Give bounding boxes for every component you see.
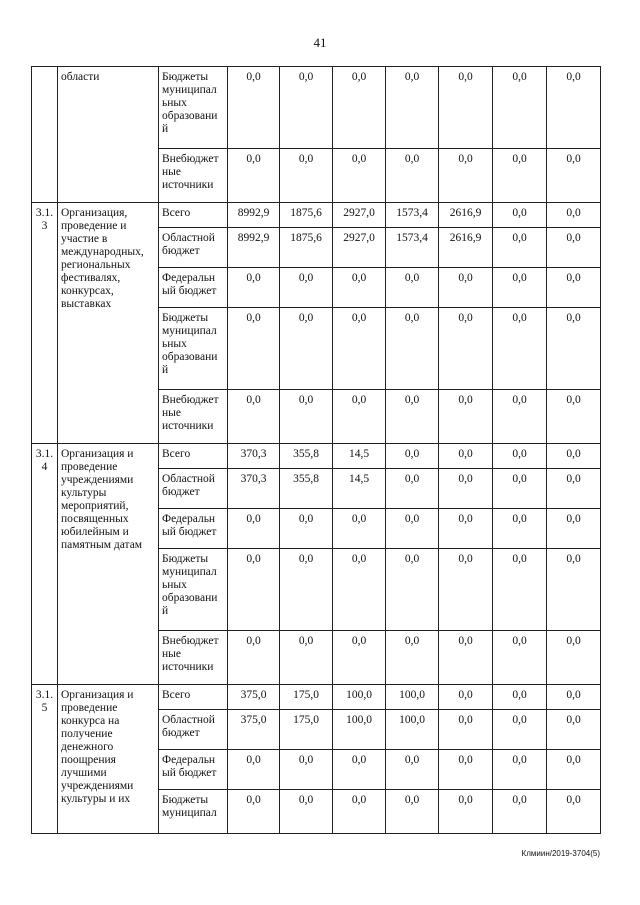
value-cell: 0,0	[439, 509, 493, 549]
value-cell: 14,5	[333, 469, 386, 509]
value-cell: 0,0	[280, 149, 333, 203]
item-name-cell: Организация, проведение и участие в международных, региональных фестивалях, конкурсах, выставках	[58, 203, 159, 444]
value-cell: 0,0	[280, 509, 333, 549]
value-cell: 0,0	[547, 710, 601, 750]
funding-source-cell: Бюджеты муниципал ьных образовани й	[159, 67, 228, 149]
item-code-cell: 3.1. 5	[32, 685, 58, 834]
value-cell: 175,0	[280, 685, 333, 710]
value-cell: 0,0	[228, 268, 280, 308]
item-code-cell	[32, 67, 58, 203]
value-cell: 0,0	[386, 750, 439, 790]
value-cell: 100,0	[386, 710, 439, 750]
value-cell: 0,0	[333, 509, 386, 549]
value-cell: 0,0	[439, 469, 493, 509]
value-cell: 0,0	[333, 308, 386, 390]
value-cell: 0,0	[493, 67, 547, 149]
value-cell: 0,0	[493, 268, 547, 308]
value-cell: 355,8	[280, 444, 333, 469]
value-cell: 0,0	[386, 790, 439, 834]
value-cell: 0,0	[386, 444, 439, 469]
value-cell: 100,0	[333, 710, 386, 750]
funding-source-cell: Федеральн ый бюджет	[159, 268, 228, 308]
value-cell: 0,0	[280, 390, 333, 444]
value-cell: 0,0	[386, 469, 439, 509]
value-cell: 0,0	[547, 685, 601, 710]
value-cell: 0,0	[333, 268, 386, 308]
funding-source-cell: Бюджеты муниципал ьных образовани й	[159, 549, 228, 631]
value-cell: 0,0	[439, 444, 493, 469]
value-cell: 0,0	[439, 390, 493, 444]
funding-source-cell: Бюджеты муниципал	[159, 790, 228, 834]
value-cell: 0,0	[493, 228, 547, 268]
item-name-cell: области	[58, 67, 159, 203]
value-cell: 0,0	[333, 390, 386, 444]
value-cell: 0,0	[228, 549, 280, 631]
value-cell: 0,0	[493, 390, 547, 444]
item-code-cell: 3.1. 3	[32, 203, 58, 444]
funding-source-cell: Всего	[159, 685, 228, 710]
table-row	[32, 203, 601, 228]
funding-source-cell: Областной бюджет	[159, 469, 228, 509]
value-cell: 370,3	[228, 444, 280, 469]
value-cell: 1875,6	[280, 203, 333, 228]
value-cell: 0,0	[386, 549, 439, 631]
value-cell: 0,0	[547, 750, 601, 790]
value-cell: 2927,0	[333, 228, 386, 268]
value-cell: 0,0	[439, 685, 493, 710]
value-cell: 0,0	[547, 203, 601, 228]
value-cell: 375,0	[228, 710, 280, 750]
value-cell: 0,0	[280, 549, 333, 631]
value-cell: 0,0	[386, 268, 439, 308]
value-cell: 0,0	[280, 67, 333, 149]
item-code-cell: 3.1. 4	[32, 444, 58, 685]
value-cell: 0,0	[439, 750, 493, 790]
funding-source-cell: Всего	[159, 203, 228, 228]
value-cell: 0,0	[228, 390, 280, 444]
funding-source-cell: Внебюджет ные источники	[159, 390, 228, 444]
value-cell: 0,0	[493, 203, 547, 228]
value-cell: 0,0	[493, 444, 547, 469]
value-cell: 2616,9	[439, 203, 493, 228]
value-cell: 0,0	[547, 509, 601, 549]
funding-source-cell: Всего	[159, 444, 228, 469]
table-row	[32, 67, 601, 149]
value-cell: 370,3	[228, 469, 280, 509]
value-cell: 8992,9	[228, 228, 280, 268]
value-cell: 0,0	[386, 149, 439, 203]
value-cell: 0,0	[439, 549, 493, 631]
value-cell: 0,0	[547, 790, 601, 834]
value-cell: 0,0	[493, 509, 547, 549]
table-row	[32, 444, 601, 469]
value-cell: 8992,9	[228, 203, 280, 228]
value-cell: 0,0	[439, 631, 493, 685]
value-cell: 0,0	[547, 444, 601, 469]
value-cell: 0,0	[333, 67, 386, 149]
value-cell: 2616,9	[439, 228, 493, 268]
value-cell: 0,0	[386, 631, 439, 685]
value-cell: 0,0	[439, 790, 493, 834]
value-cell: 1875,6	[280, 228, 333, 268]
value-cell: 0,0	[547, 67, 601, 149]
value-cell: 0,0	[493, 469, 547, 509]
value-cell: 0,0	[439, 268, 493, 308]
value-cell: 0,0	[493, 790, 547, 834]
value-cell: 1573,4	[386, 203, 439, 228]
value-cell: 0,0	[439, 149, 493, 203]
value-cell: 0,0	[228, 750, 280, 790]
value-cell: 0,0	[439, 308, 493, 390]
value-cell: 0,0	[228, 67, 280, 149]
funding-source-cell: Областной бюджет	[159, 710, 228, 750]
value-cell: 0,0	[547, 549, 601, 631]
value-cell: 0,0	[228, 509, 280, 549]
value-cell: 0,0	[547, 390, 601, 444]
page-number: 41	[313, 35, 327, 50]
value-cell: 0,0	[280, 750, 333, 790]
value-cell: 0,0	[439, 67, 493, 149]
footer-document-code: Клмиин/2019-3704(5)	[521, 849, 600, 858]
value-cell: 0,0	[333, 149, 386, 203]
value-cell: 0,0	[280, 631, 333, 685]
item-name-cell: Организация и проведение конкурса на получение денежного поощрения лучшими учреждениями культуры и их	[58, 685, 159, 834]
value-cell: 0,0	[333, 750, 386, 790]
value-cell: 0,0	[547, 308, 601, 390]
value-cell: 0,0	[493, 631, 547, 685]
value-cell: 0,0	[493, 710, 547, 750]
value-cell: 0,0	[228, 790, 280, 834]
value-cell: 14,5	[333, 444, 386, 469]
value-cell: 0,0	[228, 308, 280, 390]
value-cell: 2927,0	[333, 203, 386, 228]
value-cell: 0,0	[386, 390, 439, 444]
value-cell: 0,0	[493, 149, 547, 203]
value-cell: 355,8	[280, 469, 333, 509]
value-cell: 375,0	[228, 685, 280, 710]
budget-table	[31, 66, 601, 834]
funding-source-cell: Бюджеты муниципал ьных образовани й	[159, 308, 228, 390]
value-cell: 0,0	[493, 750, 547, 790]
value-cell: 0,0	[386, 67, 439, 149]
value-cell: 0,0	[333, 549, 386, 631]
value-cell: 0,0	[333, 790, 386, 834]
value-cell: 0,0	[547, 228, 601, 268]
value-cell: 0,0	[228, 149, 280, 203]
funding-source-cell: Областной бюджет	[159, 228, 228, 268]
funding-source-cell: Внебюджет ные источники	[159, 149, 228, 203]
value-cell: 0,0	[386, 308, 439, 390]
value-cell: 0,0	[547, 149, 601, 203]
value-cell: 0,0	[547, 469, 601, 509]
value-cell: 0,0	[228, 631, 280, 685]
table-row	[32, 685, 601, 710]
value-cell: 0,0	[386, 509, 439, 549]
item-name-cell: Организация и проведение учреждениями культуры мероприятий, посвященных юбилейным и памятным датам	[58, 444, 159, 685]
table-body	[32, 67, 601, 834]
value-cell: 0,0	[333, 631, 386, 685]
value-cell: 0,0	[493, 308, 547, 390]
funding-source-cell: Федеральн ый бюджет	[159, 509, 228, 549]
funding-source-cell: Федеральн ый бюджет	[159, 750, 228, 790]
value-cell: 175,0	[280, 710, 333, 750]
funding-source-cell: Внебюджет ные источники	[159, 631, 228, 685]
value-cell: 0,0	[493, 549, 547, 631]
value-cell: 0,0	[439, 710, 493, 750]
value-cell: 0,0	[280, 308, 333, 390]
value-cell: 0,0	[280, 268, 333, 308]
value-cell: 0,0	[280, 790, 333, 834]
value-cell: 1573,4	[386, 228, 439, 268]
value-cell: 0,0	[547, 631, 601, 685]
value-cell: 100,0	[386, 685, 439, 710]
value-cell: 0,0	[493, 685, 547, 710]
value-cell: 100,0	[333, 685, 386, 710]
value-cell: 0,0	[547, 268, 601, 308]
